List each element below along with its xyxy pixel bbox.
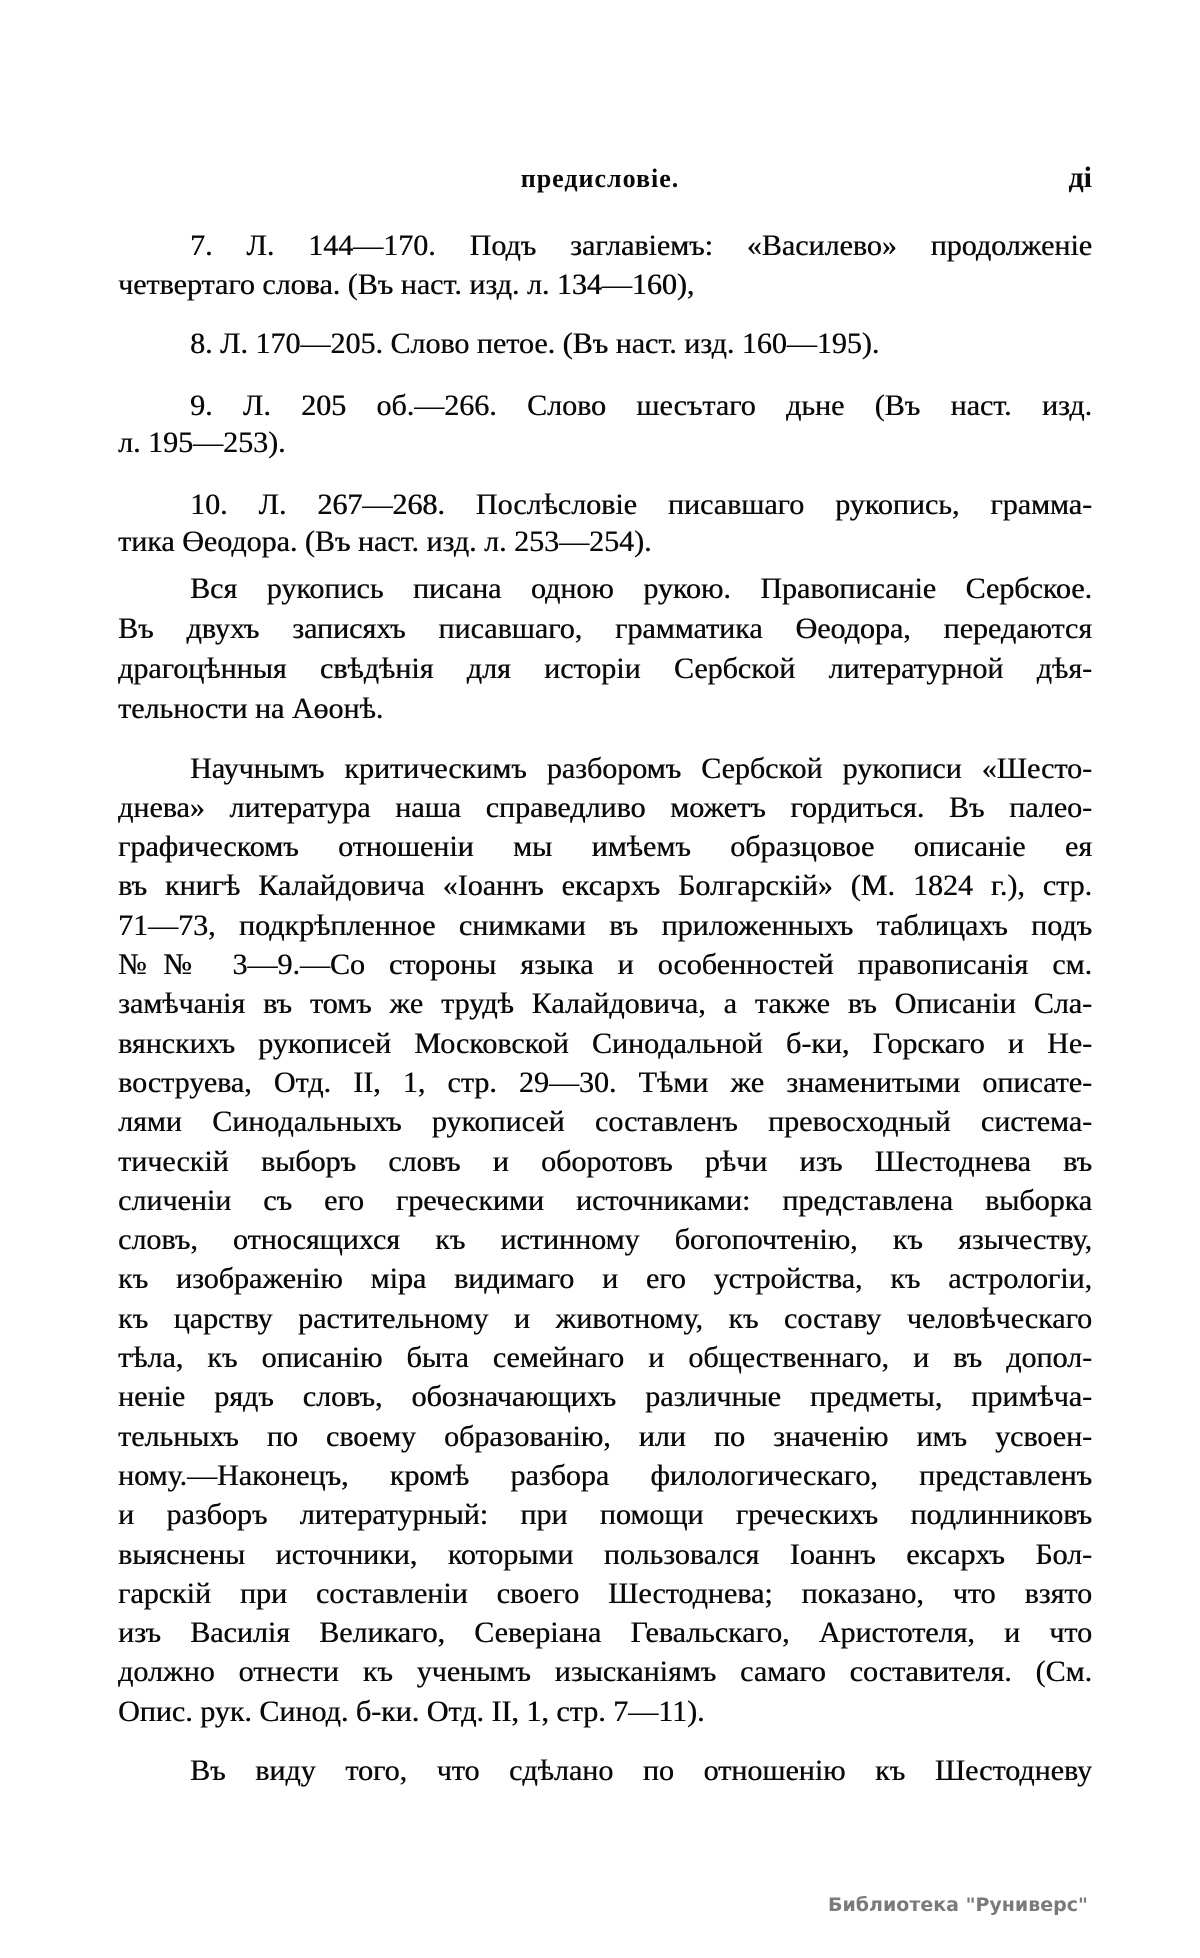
text-line: Вся рукопись писана одною рукою. Правописаніе Сербское. (190, 571, 1092, 605)
text-line: выяснены источники, которыми пользовался Іоаннъ ексархъ Бол- (118, 1537, 1092, 1571)
text-line: тика Өеодора. (Въ наст. изд. л. 253—254). (118, 524, 652, 558)
text-line: тельныхъ по своему образованію, или по значенію имъ усвоен- (118, 1419, 1092, 1453)
text-line: неніе рядъ словъ, обозначающихъ различные предметы, примѣча- (118, 1380, 1092, 1414)
text-line: Въ двухъ записяхъ писавшаго, грамматика Өеодора, передаются (118, 611, 1092, 645)
text-line: словъ, относящихся къ истинному богопочтенію, къ язычеству, (118, 1223, 1092, 1257)
text-line: 8. Л. 170—205. Слово петое. (Въ наст. изд. 160—195). (190, 326, 880, 360)
text-line: л. 195—253). (118, 425, 286, 459)
page-number: ді (1068, 161, 1092, 194)
text-line: вянскихъ рукописей Московской Синодальной б-ки, Горскаго и Не- (118, 1026, 1092, 1060)
text-line: Въ виду того, что сдѣлано по отношенію къ Шестодневу (190, 1753, 1092, 1787)
text-line: Научнымъ критическимъ разборомъ Сербской рукописи «Шесто- (190, 751, 1092, 785)
text-line: четвертаго слова. (Въ наст. изд. л. 134—160), (118, 267, 695, 301)
running-head-title: предисловіе. (520, 164, 680, 193)
text-line: сличеніи съ его греческими источниками: представлена выборка (118, 1183, 1092, 1217)
text-line: къ изображенію міра видимаго и его устройства, къ астрологіи, (118, 1262, 1092, 1296)
text-line: тическій выборъ словъ и оборотовъ рѣчи изъ Шестоднева въ (118, 1144, 1092, 1178)
text-line: 71—73, подкрѣпленное снимками въ приложенныхъ таблицахъ подъ (118, 908, 1092, 942)
text-line: и разборъ литературный: при помощи греческихъ подлинниковъ (118, 1498, 1092, 1532)
text-line: въ книгѣ Калайдовича «Іоаннъ ексархъ Болгарскій» (М. 1824 г.), стр. (118, 869, 1092, 903)
text-line: лями Синодальныхъ рукописей составленъ превосходный система- (118, 1105, 1092, 1139)
text-line: должно отнести къ ученымъ изысканіямъ самаго составителя. (См. (118, 1655, 1092, 1689)
text-line: 10. Л. 267—268. Послѣсловіе писавшаго рукопись, грамма- (190, 487, 1092, 521)
text-line: воструева, Отд. II, 1, стр. 29—30. Тѣми же знаменитыми описате- (118, 1065, 1092, 1099)
text-line: днева» литература наша справедливо можетъ гордиться. Въ палео- (118, 790, 1092, 824)
text-line: замѣчанія въ томъ же трудѣ Калайдовича, а также въ Описаніи Сла- (118, 987, 1092, 1021)
text-line: тѣла, къ описанію быта семейнаго и общественнаго, и въ допол- (118, 1341, 1092, 1374)
text-line: №№ 3—9.—Со стороны языка и особенностей правописанія см. (118, 948, 1092, 981)
text-line: 9. Л. 205 об.—266. Слово шесътаго дьне (Въ наст. изд. (190, 388, 1092, 422)
text-line: графическомъ отношеніи мы имѣемъ образцовое описаніе ея (118, 830, 1092, 864)
text-line: изъ Василія Великаго, Северіана Гевальскаго, Аристотеля, и что (118, 1616, 1092, 1650)
library-watermark: Библиотека "Руниверс" (828, 1894, 1088, 1916)
text-line: драгоцѣнныя свѣдѣнія для исторіи Сербской литературной дѣя- (118, 651, 1092, 685)
text-line: гарскій при составленіи своего Шестоднева; показано, что взято (118, 1576, 1092, 1610)
text-line: Опис. рук. Синод. б-ки. Отд. II, 1, стр. 7—11). (118, 1694, 705, 1728)
text-line: къ царству растительному и животному, къ составу человѣческаго (118, 1301, 1092, 1335)
text-line: ному.—Наконецъ, кромѣ разбора филологическаго, представленъ (118, 1458, 1092, 1492)
text-line: тельности на Аөонѣ. (118, 691, 384, 725)
text-line: 7. Л. 144—170. Подъ заглавіемъ: «Василево» продолженіе (190, 228, 1092, 262)
